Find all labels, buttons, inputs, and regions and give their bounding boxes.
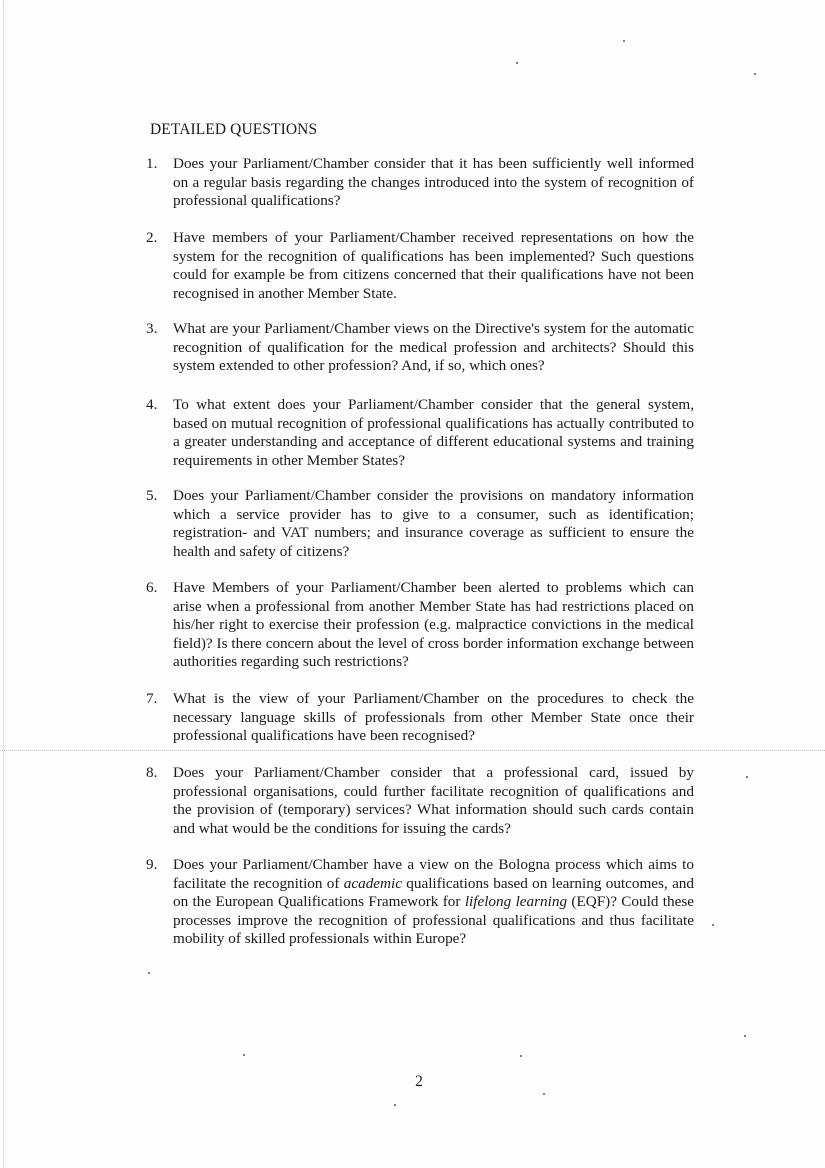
question-item (146, 229, 694, 303)
question-text-part: (EQF)? Could these processes improve the recognition of professional qualifications and thus facilitate mobility of skilled professionals within Europe? (173, 893, 694, 948)
question-text: Does your Parliament/Chamber consider that a professional card, issued by professional organisations, could further facilitate recognition of qualifications and the provision of (temporary) services? What information should such cards contain and what would be the conditions for issuing the cards? (173, 764, 694, 837)
question-item (146, 155, 694, 211)
question-text: Does your Parliament/Chamber consider that it has been sufficiently well informed on a regular basis regarding the changes introduced into the system of recognition of professional qualifications? (173, 155, 694, 210)
question-text-part: Does your Parliament/Chamber have a view on the Bologna process which aims to facilitate the recognition of (173, 856, 694, 892)
scan-speck (148, 972, 150, 974)
scan-speck (516, 62, 518, 64)
question-text (173, 856, 694, 949)
question-text: To what extent does your Parliament/Chamber consider that the general system, based on mutual recognition of professional qualifications has actually contributed to a greater understanding and acceptance of different educational systems and training requirements in other Member States? (173, 396, 694, 469)
scan-speck (623, 40, 625, 42)
scan-speck (543, 1093, 545, 1095)
question-number: 1. (146, 155, 158, 172)
question-number: 6. (146, 579, 158, 596)
question-number: 5. (146, 487, 158, 504)
question-text: Have Members of your Parliament/Chamber been alerted to problems which can arise when a professional from another Member State has had restrictions placed on his/her right to exercise their profession (e.g. malpractice convictions in the medical field)? Is there concern about the level of cross border information exchange between authorities regarding such restrictions? (173, 579, 694, 671)
scan-speck (243, 1054, 245, 1056)
question-item (146, 396, 694, 470)
scan-left-edge (3, 0, 5, 1168)
question-item (146, 320, 694, 376)
scan-speck (746, 776, 748, 778)
scan-speck (744, 1035, 746, 1037)
question-number: 9. (146, 856, 158, 873)
question-text: What is the view of your Parliament/Chamber on the procedures to check the necessary language skills of professionals from other Member State once their professional qualifications have been recognised? (173, 690, 694, 745)
question-number: 8. (146, 764, 158, 781)
question-text: Does your Parliament/Chamber consider the provisions on mandatory information which a service provider has to give to a consumer, such as identification; registration- and VAT numbers; and insurance coverage as sufficient to ensure the health and safety of citizens? (173, 487, 694, 560)
scan-speck (394, 1104, 396, 1106)
scan-fold-line (0, 750, 825, 752)
page-number: 2 (415, 1073, 423, 1090)
page-heading: DETAILED QUESTIONS (150, 121, 318, 138)
question-item (146, 690, 694, 746)
question-item (146, 764, 694, 838)
italic-term-lifelong-learning: lifelong learning (464, 893, 568, 911)
scan-speck (712, 924, 714, 926)
scan-speck (754, 73, 756, 75)
italic-term-academic: academic (343, 874, 402, 892)
question-number: 7. (146, 690, 158, 707)
scan-speck (520, 1055, 522, 1057)
question-number: 3. (146, 320, 158, 337)
question-number: 4. (146, 396, 158, 413)
question-item (146, 579, 694, 672)
question-text: Have members of your Parliament/Chamber received representations on how the system for the recognition of qualifications has been implemented? Such questions could for example be from citizens concerned that their qualifications have not been recognised in another Member State. (173, 229, 694, 302)
question-item (146, 856, 694, 949)
question-text-part: qualifications based on learning outcomes, and on the European Qualifications Framework for (173, 874, 694, 911)
question-item (146, 487, 694, 561)
question-number: 2. (146, 229, 158, 246)
question-text: What are your Parliament/Chamber views on the Directive's system for the automatic recognition of qualification for the medical profession and architects? Should this system extended to other profession? And, if so, which ones? (173, 320, 694, 375)
